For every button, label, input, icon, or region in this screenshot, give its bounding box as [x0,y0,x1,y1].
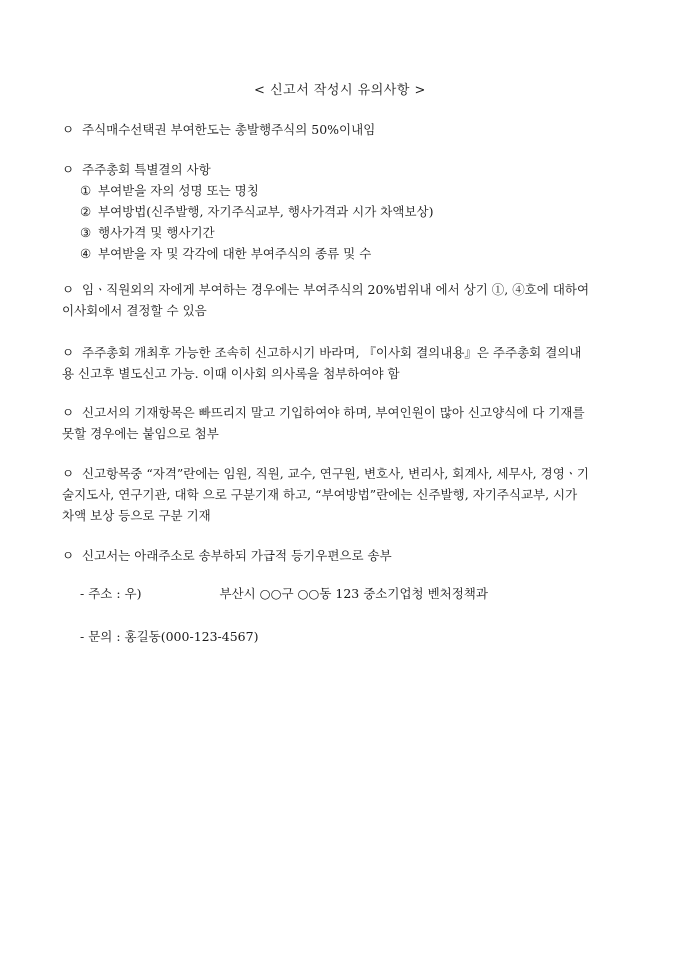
sub-item [62,201,632,222]
note-text: 임ㆍ직원외의 자에게 부여하는 경우에는 부여주식의 20%범위내 에서 상기 ①, ④호에 대하여 [82,282,590,297]
bullet-icon: ㅇ [62,122,75,137]
note-text: 주주총회 특별결의 사항 [82,162,211,177]
note-text-continued: 술지도사, 연구기관, 대학 으로 구분기재 하고, “부여방법”란에는 신주발행, 자기주식교부, 시가 [62,487,578,502]
sub-item-number: ① [80,183,92,198]
note-text: 신고서의 기재항목은 빠뜨리지 말고 기입하여야 하며, 부여인원이 많아 신고양식에 다 기재를 [82,405,585,420]
bullet-icon: ㅇ [62,345,75,360]
sub-item-text: 부여받을 자의 성명 또는 명칭 [98,183,259,198]
sub-item-text: 행사가격 및 행사기간 [98,225,215,240]
note-item-7 [62,545,632,566]
note-text-continued: 못할 경우에는 붙임으로 첨부 [62,426,219,441]
note-text: 신고항목중 “자격”란에는 임원, 직원, 교수, 연구원, 변호사, 변리사, 회계사, 세무사, 경영ㆍ기 [82,466,589,481]
bullet-icon: ㅇ [62,162,75,177]
note-item-2 [62,159,632,264]
sub-item [62,243,632,264]
note-text: 주식매수선택권 부여한도는 총발행주식의 50%이내임 [82,122,376,137]
note-item-1 [62,119,632,140]
note-item-3 [62,279,632,321]
sub-item-number: ③ [80,225,92,240]
note-text-continued: 용 신고후 별도신고 가능. 이때 이사회 의사록을 첨부하여야 함 [62,366,400,381]
sub-item-text: 부여방법(신주발행, 자기주식교부, 행사가격과 시가 차액보상) [98,204,434,219]
sub-item [62,222,632,243]
bullet-icon: ㅇ [62,282,75,297]
bullet-icon: ㅇ [62,466,75,481]
sub-item-number: ④ [80,246,92,261]
note-text: 신고서는 아래주소로 송부하되 가급적 등기우편으로 송부 [82,548,392,563]
contact-line [62,626,632,647]
note-text-continued: 이사회에서 결정할 수 있음 [62,303,207,318]
page-title: < 신고서 작성시 유의사항 > [254,83,426,98]
contact-label: - 문의 : 홍길동(000-123-4567) [80,629,259,644]
note-text-continued: 차액 보상 등으로 구분 기재 [62,508,211,523]
sub-item-number: ② [80,204,92,219]
bullet-icon: ㅇ [62,548,75,563]
address-label: - 주소 : 우) [80,586,142,601]
address-line [62,583,632,604]
bullet-icon: ㅇ [62,405,75,420]
sub-item [62,180,632,201]
note-item-5 [62,402,632,444]
note-item-6 [62,463,632,526]
note-text: 주주총회 개최후 가능한 조속히 신고하시기 바라며, 『이사회 결의내용』은 주주총회 결의내 [82,345,582,360]
address-value: 부산시 ○○구 ○○동 123 중소기업청 벤처정책과 [219,586,488,601]
note-item-4 [62,342,632,384]
sub-item-text: 부여받을 자 및 각각에 대한 부여주식의 종류 및 수 [98,246,372,261]
